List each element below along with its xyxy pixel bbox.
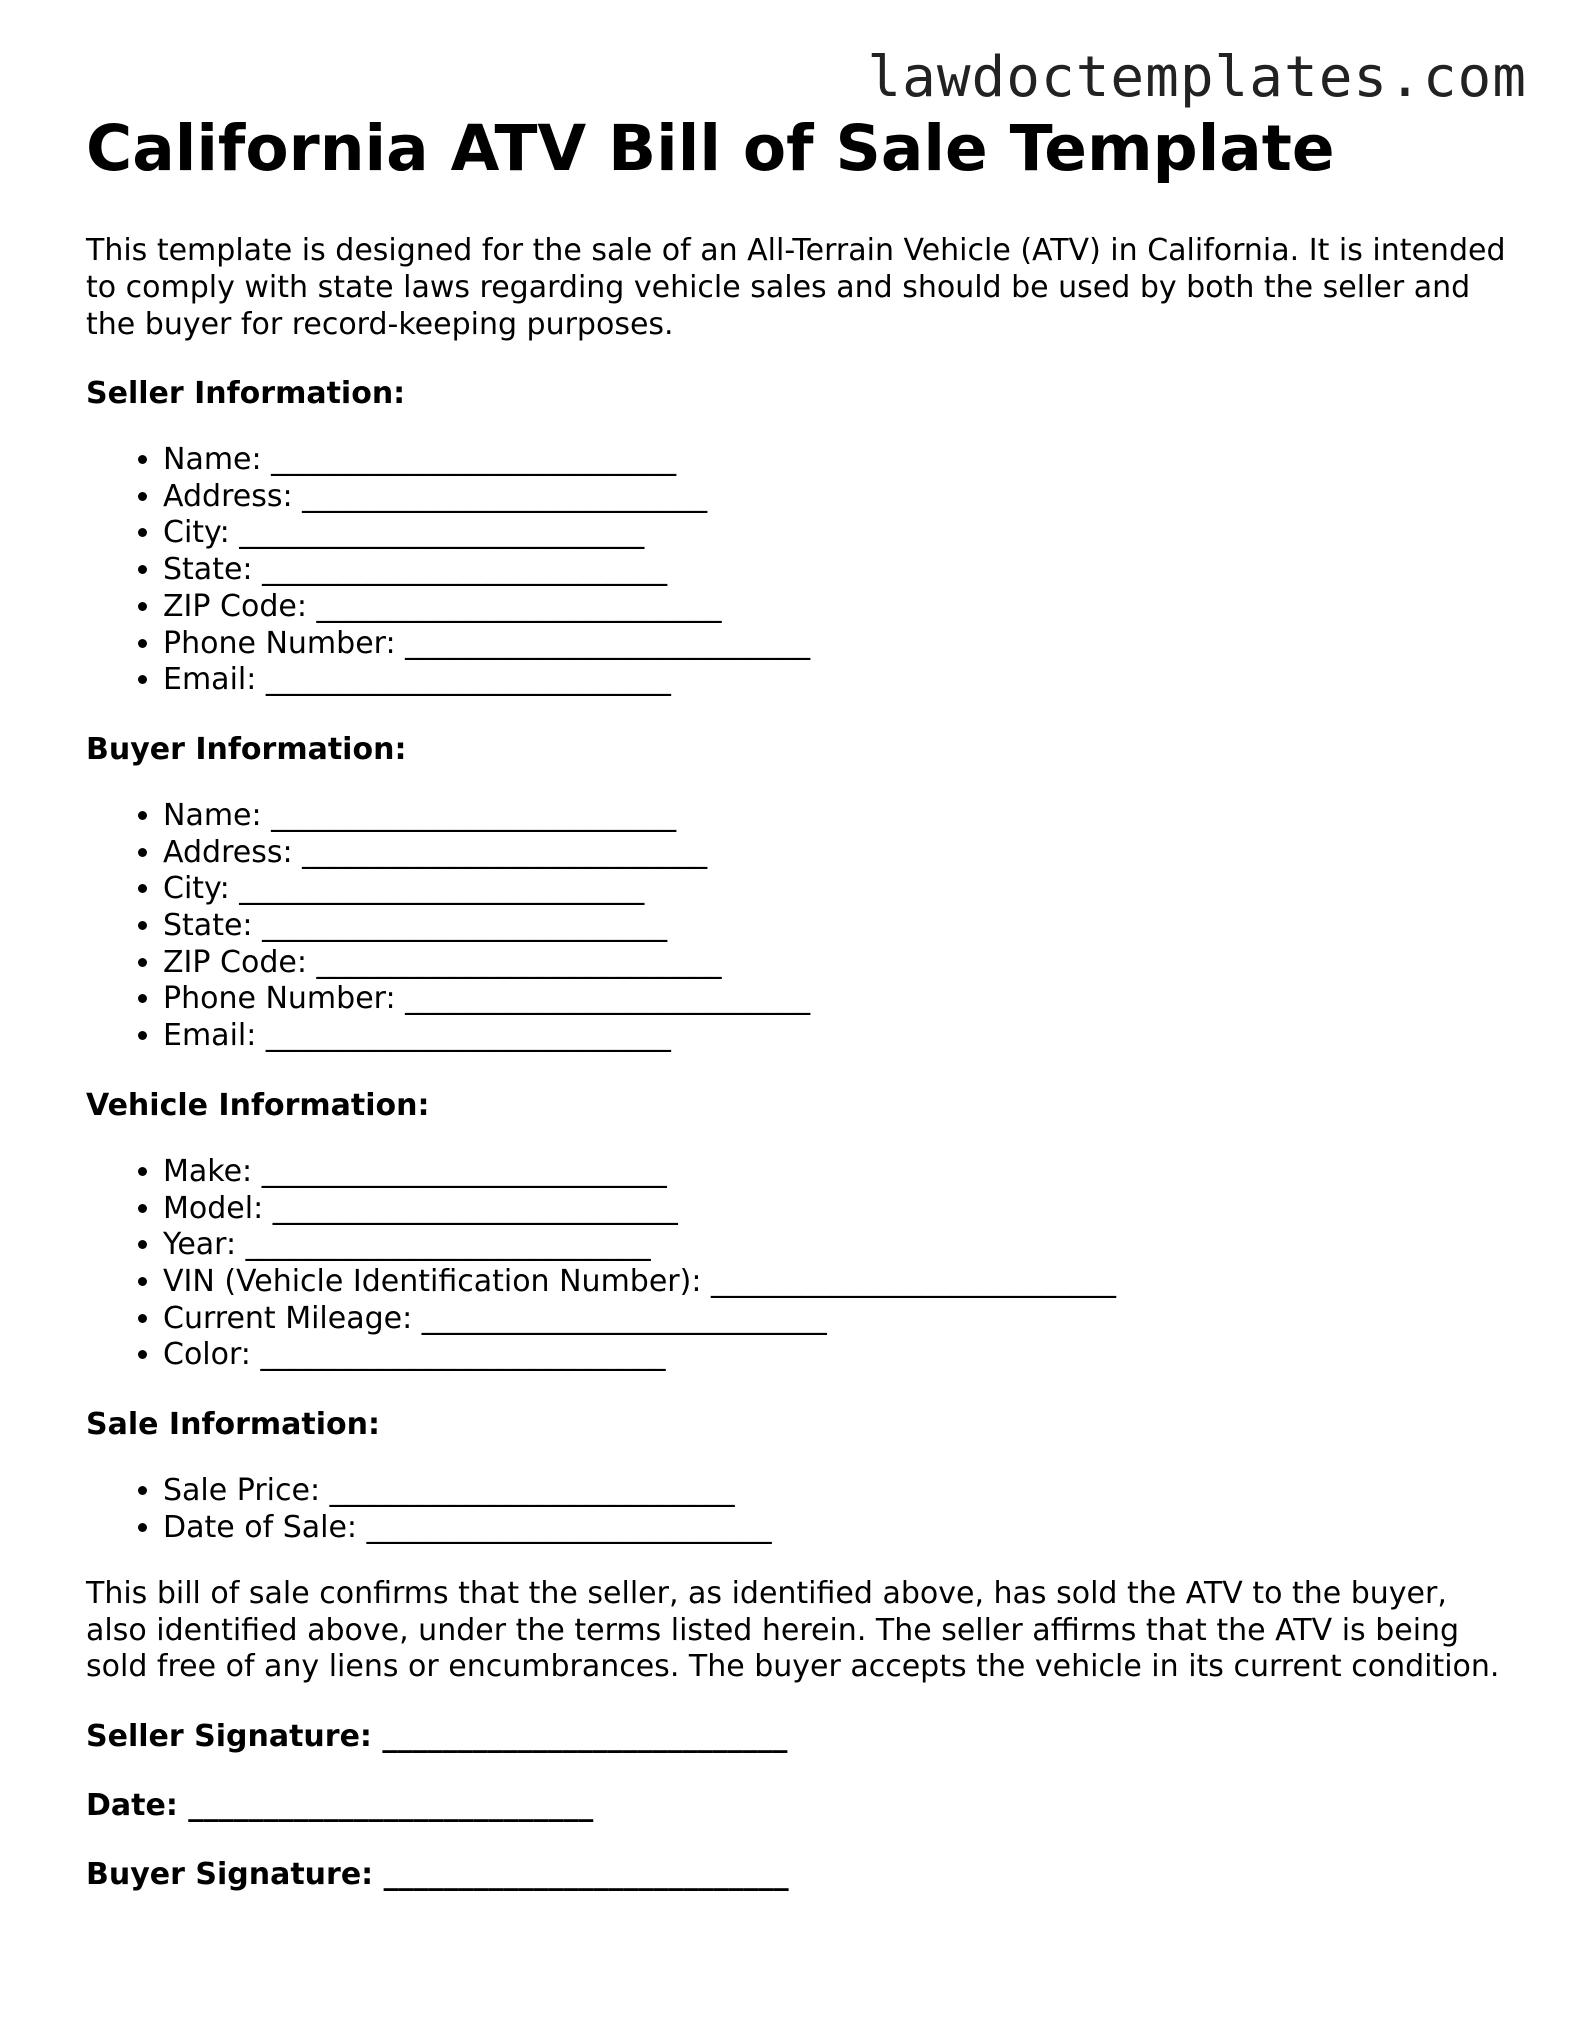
vehicle-color-field[interactable]: • Color: ___________________________ [163, 1337, 1506, 1374]
blank-line[interactable]: ___________________________ [316, 944, 722, 980]
vehicle-vin-field[interactable]: • VIN (Vehicle Identification Number): ___________________________ [163, 1264, 1506, 1301]
blank-line[interactable]: ___________________________ [329, 1473, 735, 1509]
seller-fields-list [86, 442, 1506, 699]
buyer-state-field[interactable]: • State: ___________________________ [163, 908, 1506, 945]
page-title: California ATV Bill of Sale Template [86, 112, 1335, 185]
closing-paragraph: This bill of sale confirms that the seller, as identified above, has sold the ATV to the buyer, also identified above, under the terms listed herein. The seller affirms that the ATV is being sold free of any liens or encumbrances. The buyer accepts the vehicle in its current condition. [86, 1576, 1500, 1685]
vehicle-make-field[interactable]: • Make: ___________________________ [163, 1154, 1506, 1191]
seller-city-field[interactable]: • City: ___________________________ [163, 515, 1506, 552]
vehicle-mileage-field[interactable]: • Current Mileage: ___________________________ [163, 1301, 1506, 1338]
seller-signature-line[interactable]: Seller Signature: ___________________________ [86, 1718, 788, 1754]
buyer-section-heading: Buyer Information: [86, 731, 407, 767]
signature-blank[interactable]: ___________________________ [188, 1787, 594, 1823]
buyer-email-field[interactable]: • Email: ___________________________ [163, 1018, 1506, 1055]
buyer-zip-field[interactable]: • ZIP Code: ___________________________ [163, 945, 1506, 982]
blank-line[interactable]: ___________________________ [265, 662, 671, 698]
vehicle-year-field[interactable]: • Year: ___________________________ [163, 1227, 1506, 1264]
site-watermark: lawdoctemplates.com [867, 45, 1527, 110]
blank-line[interactable]: ___________________________ [239, 515, 645, 551]
signature-blank[interactable]: ___________________________ [383, 1856, 789, 1892]
seller-address-field[interactable]: • Address: ___________________________ [163, 479, 1506, 516]
buyer-signature-line[interactable]: Buyer Signature: ___________________________ [86, 1856, 789, 1892]
blank-line[interactable]: ___________________________ [265, 1018, 671, 1054]
blank-line[interactable]: ___________________________ [710, 1263, 1116, 1299]
vehicle-model-field[interactable]: • Model: ___________________________ [163, 1191, 1506, 1228]
sale-fields-list [86, 1473, 1506, 1546]
blank-line[interactable]: ___________________________ [260, 1337, 666, 1373]
buyer-fields-list [86, 798, 1506, 1055]
vehicle-fields-list [86, 1154, 1506, 1374]
buyer-name-field[interactable]: • Name: ___________________________ [163, 798, 1506, 835]
blank-line[interactable]: ___________________________ [405, 981, 811, 1017]
seller-zip-field[interactable]: • ZIP Code: ___________________________ [163, 589, 1506, 626]
seller-state-field[interactable]: • State: ___________________________ [163, 552, 1506, 589]
seller-phone-field[interactable]: • Phone Number: ___________________________ [163, 626, 1506, 663]
blank-line[interactable]: ___________________________ [421, 1300, 827, 1336]
seller-email-field[interactable]: • Email: ___________________________ [163, 662, 1506, 699]
blank-line[interactable]: ___________________________ [245, 1227, 651, 1263]
document-body [86, 110, 1506, 1893]
vehicle-section-heading: Vehicle Information: [86, 1087, 430, 1123]
seller-section-heading: Seller Information: [86, 376, 406, 411]
buyer-address-field[interactable]: • Address: ___________________________ [163, 835, 1506, 872]
signature-blank[interactable]: ___________________________ [382, 1718, 788, 1754]
blank-line[interactable]: ___________________________ [271, 442, 677, 477]
blank-line[interactable]: ___________________________ [261, 1153, 667, 1189]
sale-date-field[interactable]: • Date of Sale: ___________________________ [163, 1510, 1506, 1547]
blank-line[interactable]: ___________________________ [366, 1509, 772, 1545]
sale-price-field[interactable]: • Sale Price: ___________________________ [163, 1473, 1506, 1510]
blank-line[interactable]: ___________________________ [271, 797, 677, 833]
blank-line[interactable]: ___________________________ [316, 588, 722, 624]
blank-line[interactable]: ___________________________ [262, 552, 668, 588]
seller-name-field[interactable]: • Name: ___________________________ [163, 442, 1506, 479]
blank-line[interactable]: ___________________________ [272, 1190, 678, 1226]
blank-line[interactable]: ___________________________ [302, 478, 708, 514]
sale-section-heading: Sale Information: [86, 1407, 380, 1443]
blank-line[interactable]: ___________________________ [405, 625, 811, 661]
intro-paragraph: This template is designed for the sale of an All-Terrain Vehicle (ATV) in California. It is intended to comply with state laws regarding vehicle sales and should be used by both the seller and the buyer for record-keeping purposes. [86, 233, 1506, 342]
buyer-city-field[interactable]: • City: ___________________________ [163, 871, 1506, 908]
blank-line[interactable]: ___________________________ [239, 871, 645, 907]
buyer-phone-field[interactable]: • Phone Number: ___________________________ [163, 981, 1506, 1018]
blank-line[interactable]: ___________________________ [262, 908, 668, 944]
blank-line[interactable]: ___________________________ [302, 834, 708, 870]
signature-date-line[interactable]: Date: ___________________________ [86, 1787, 594, 1823]
